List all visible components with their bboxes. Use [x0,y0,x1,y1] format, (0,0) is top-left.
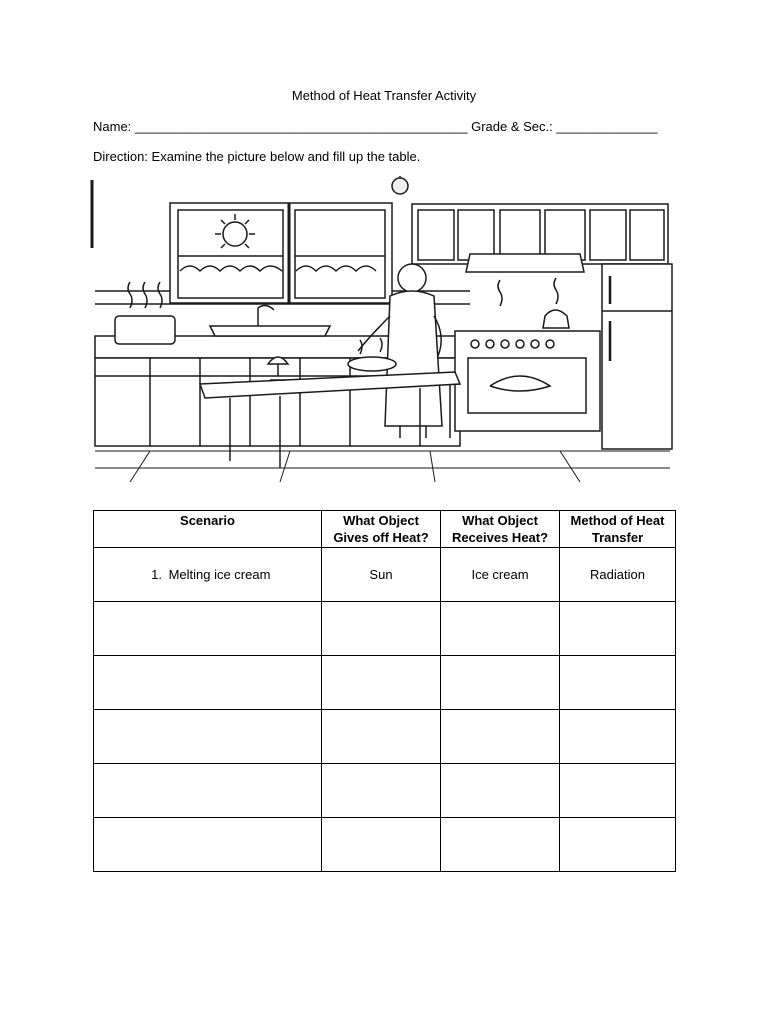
table-row [94,548,676,602]
name-grade-line [93,119,658,134]
bowl-icon [348,357,396,371]
table-header-row [94,511,676,548]
toaster-icon [115,316,175,344]
page-title: Method of Heat Transfer Activity [291,88,477,103]
scenario-cell[interactable] [94,602,322,656]
row-number: 1. [151,567,162,582]
gives-heat-cell[interactable] [322,764,441,818]
window-icon [170,203,392,303]
table-row [94,710,676,764]
gives-heat-cell[interactable] [322,656,441,710]
table-row [94,764,676,818]
gives-heat-cell[interactable]: Sun [322,548,441,602]
kitchen-illustration [90,176,674,482]
ceiling-lamp-icon [392,178,408,194]
gives-heat-cell[interactable] [322,818,441,872]
scenario-cell[interactable] [94,764,322,818]
receives-heat-cell[interactable] [441,602,560,656]
range-hood-icon [466,254,584,272]
method-cell[interactable] [560,818,676,872]
method-cell[interactable] [560,764,676,818]
grade-section-field[interactable]: Grade & Sec.: ______________ [471,119,658,134]
table-row [94,656,676,710]
gives-heat-cell[interactable] [322,710,441,764]
heat-transfer-table [93,510,676,872]
table-row [94,602,676,656]
column-header-gives-heat: What Object Gives off Heat? [322,511,441,548]
gives-heat-cell[interactable] [322,602,441,656]
refrigerator-icon [602,264,672,449]
method-cell[interactable]: Radiation [560,548,676,602]
column-header-receives-heat: What Object Receives Heat? [441,511,560,548]
scenario-text: Melting ice cream [168,567,271,582]
table-row [94,818,676,872]
method-cell[interactable] [560,656,676,710]
receives-heat-cell[interactable]: Ice cream [441,548,560,602]
method-cell[interactable] [560,602,676,656]
receives-heat-cell[interactable] [441,656,560,710]
column-header-method: Method of Heat Transfer [560,511,676,548]
sink-icon [210,326,330,336]
scenario-cell[interactable] [94,818,322,872]
name-field[interactable]: Name: ______________________________________________ [93,119,468,134]
direction-text: Direction: Examine the picture below and fill up the table. [93,149,421,164]
method-cell[interactable] [560,710,676,764]
receives-heat-cell[interactable] [441,818,560,872]
scenario-cell[interactable] [94,656,322,710]
receives-heat-cell[interactable] [441,764,560,818]
stove-oven-icon [455,331,600,431]
receives-heat-cell[interactable] [441,710,560,764]
column-header-scenario: Scenario [94,511,322,548]
scenario-cell[interactable] [94,548,322,602]
scenario-cell[interactable] [94,710,322,764]
